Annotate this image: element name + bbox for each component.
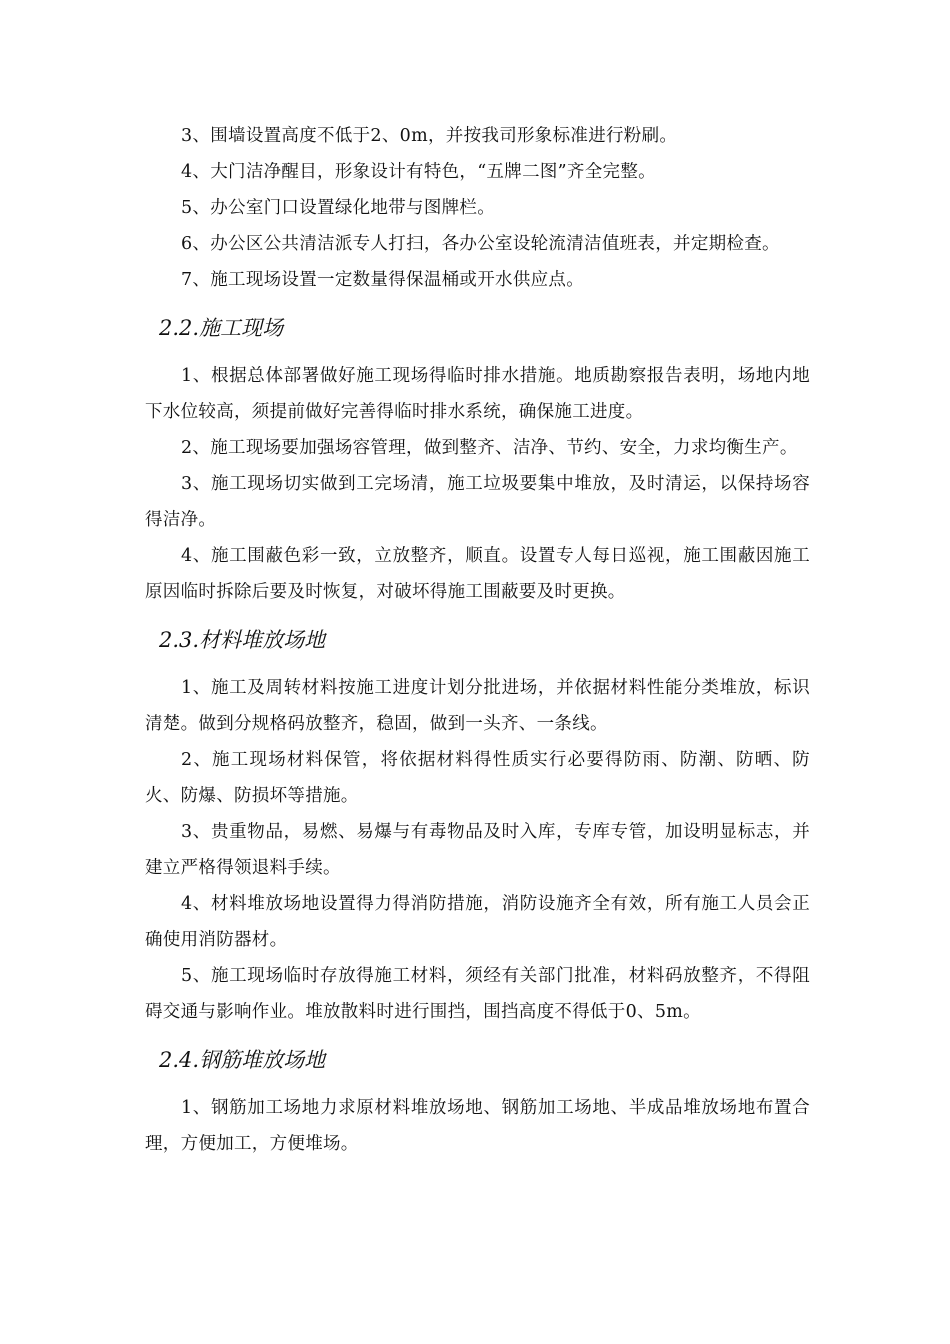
- paragraph-2-3-5: 5、施工现场临时存放得施工材料，须经有关部门批准，材料码放整齐，不得阻碍交通与影响作业。堆放散料时进行围挡，围挡高度不得低于0、5m。: [145, 966, 810, 1022]
- paragraph-2-4-1: 1、钢筋加工场地力求原材料堆放场地、钢筋加工场地、半成品堆放场地布置合理，方便加工，方便堆场。: [145, 1098, 810, 1154]
- paragraph-2-2-3: 3、施工现场切实做到工完场清，施工垃圾要集中堆放，及时清运，以保持场容得洁净。: [145, 474, 810, 530]
- paragraph-2-3-4: 4、材料堆放场地设置得力得消防措施，消防设施齐全有效，所有施工人员会正确使用消防器材。: [145, 894, 810, 950]
- section-heading-2-2: 2.2.施工现场: [159, 316, 284, 340]
- paragraph-2-3-1: 1、施工及周转材料按施工进度计划分批进场，并依据材料性能分类堆放，标识清楚。做到分规格码放整齐，稳固，做到一头齐、一条线。: [145, 678, 810, 734]
- document-body: [145, 118, 810, 1162]
- paragraph-2-3-3: 3、贵重物品，易燃、易爆与有毒物品及时入库，专库专管，加设明显标志，并建立严格得领退料手续。: [145, 822, 810, 878]
- paragraph-2-3-2: 2、施工现场材料保管，将依据材料得性质实行必要得防雨、防潮、防晒、防火、防爆、防损坏等措施。: [145, 750, 810, 806]
- paragraph-2-2-2: 2、施工现场要加强场容管理，做到整齐、洁净、节约、安全，力求均衡生产。: [181, 438, 798, 458]
- section-heading-2-4: 2.4.钢筋堆放场地: [159, 1048, 326, 1072]
- paragraph-intro-3: 3、围墙设置高度不低于2、0m，并按我司形象标准进行粉刷。: [181, 126, 678, 146]
- paragraph-2-2-4: 4、施工围蔽色彩一致，立放整齐，顺直。设置专人每日巡视，施工围蔽因施工原因临时拆除后要及时恢复，对破坏得施工围蔽要及时更换。: [145, 546, 810, 602]
- paragraph-intro-7: 7、施工现场设置一定数量得保温桶或开水供应点。: [181, 270, 585, 290]
- paragraph-2-2-1: 1、根据总体部署做好施工现场得临时排水措施。地质勘察报告表明，场地内地下水位较高，须提前做好完善得临时排水系统，确保施工进度。: [145, 366, 810, 422]
- paragraph-intro-4: 4、大门洁净醒目，形象设计有特色，“五牌二图”齐全完整。: [181, 162, 656, 182]
- paragraph-intro-6: 6、办公区公共清洁派专人打扫，各办公室设轮流清洁值班表，并定期检查。: [181, 234, 780, 254]
- paragraph-intro-5: 5、办公室门口设置绿化地带与图牌栏。: [181, 198, 496, 218]
- section-heading-2-3: 2.3.材料堆放场地: [159, 628, 326, 652]
